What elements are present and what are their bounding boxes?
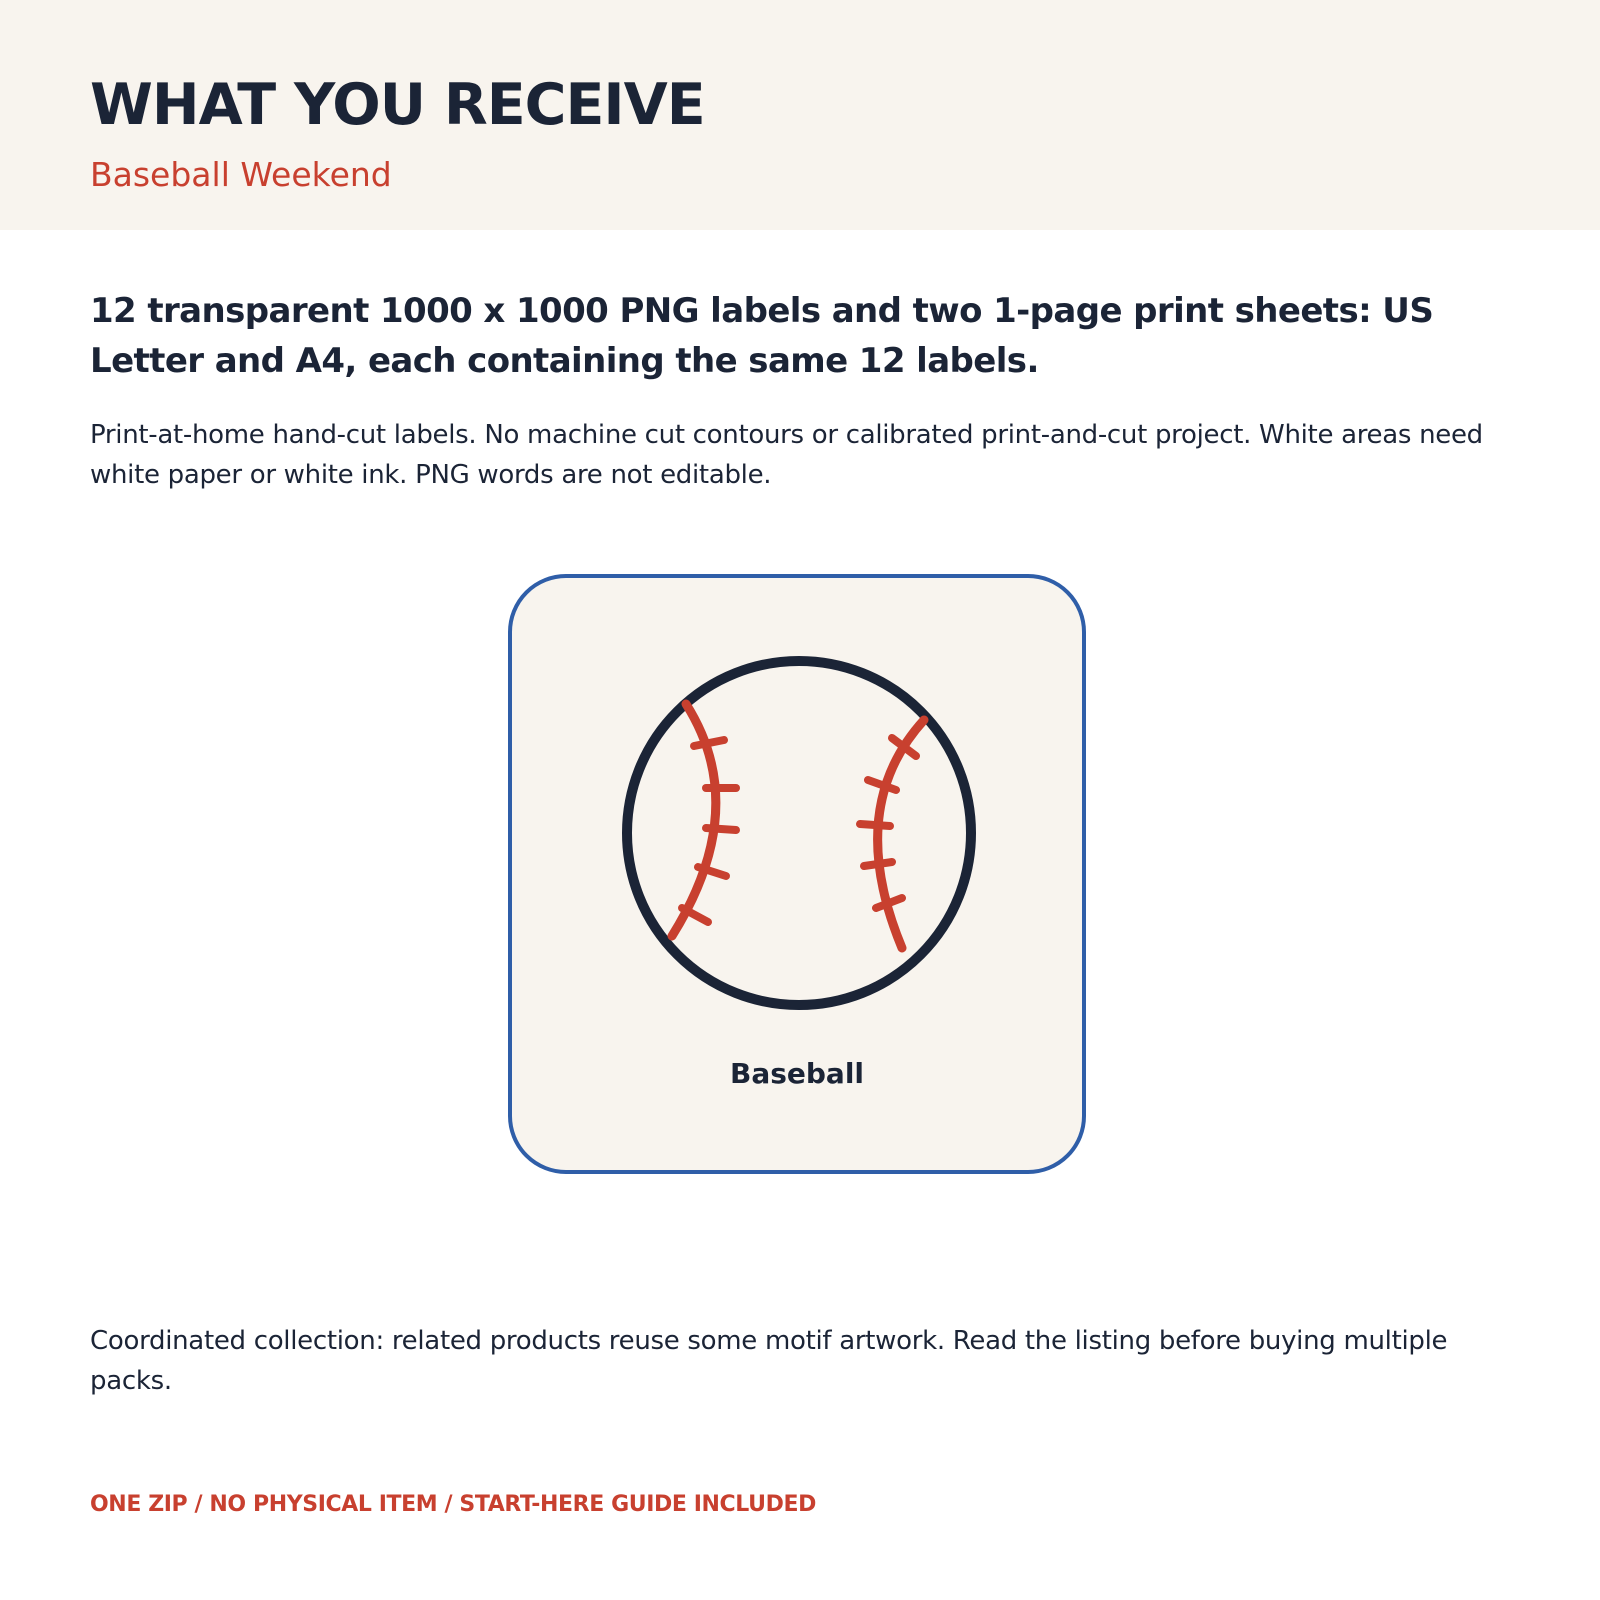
page-title: WHAT YOU RECEIVE (90, 72, 705, 138)
lead-text: 12 transparent 1000 x 1000 PNG labels and two 1-page print sheets: US Letter and A4, each containing the same 12 labels. (90, 291, 1434, 381)
page-subtitle: Baseball Weekend (90, 155, 392, 194)
baseball-icon (614, 648, 984, 1018)
header-band (0, 0, 1600, 230)
label-preview-card (508, 574, 1086, 1174)
label-name: Baseball (729, 1057, 865, 1090)
delivery-tagline: ONE ZIP / NO PHYSICAL ITEM / START-HERE GUIDE INCLUDED (90, 1492, 816, 1517)
print-note: Print-at-home hand-cut labels. No machine cut contours or calibrated print-and-cut project. White areas need white paper or white ink. PNG words are not editable. (90, 420, 1483, 490)
collection-note: Coordinated collection: related products reuse some motif artwork. Read the listing before buying multiple packs. (90, 1326, 1448, 1396)
